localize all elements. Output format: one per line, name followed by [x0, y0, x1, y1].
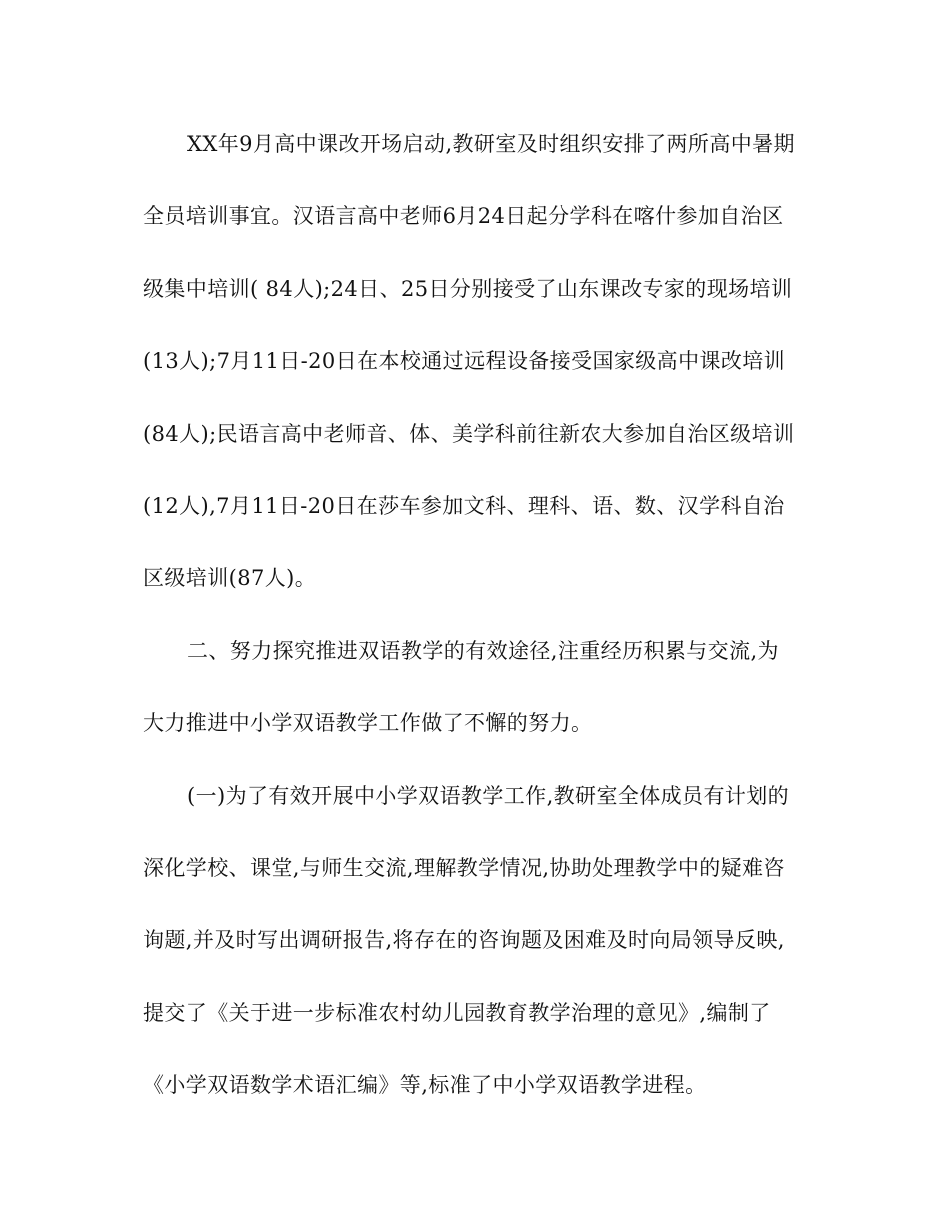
text-line: XX年9月高中课改开场启动,教研室及时组织安排了两所高中暑期: [187, 132, 795, 156]
text-line: 深化学校、课堂,与师生交流,理解教学情况,协助处理教学中的疑难咨: [143, 855, 785, 880]
subsection-line: (一)为了有效开展中小学双语教学工作,教研室全体成员有计划的: [187, 783, 790, 808]
text-line: 大力推进中小学双语教学工作做了不懈的努力。: [143, 711, 593, 736]
text-line: (12人),7月11日-20日在莎车参加文科、理科、语、数、汉学科自治: [143, 493, 785, 518]
text-line: 提交了《关于进一步标准农村幼儿园教育教学治理的意见》,编制了: [143, 1000, 771, 1025]
text-line: (84人);民语言高中老师音、体、美学科前往新农大参加自治区级培训: [143, 421, 795, 446]
text-line: 《小学双语数学术语汇编》等,标准了中小学双语教学进程。: [143, 1073, 707, 1098]
section-heading-line: 二、努力探究推进双语教学的有效途径,注重经历积累与交流,为: [187, 638, 779, 663]
text-line: 全员培训事宜。汉语言高中老师6月24日起分学科在喀什参加自治区: [143, 204, 784, 229]
text-line: 区级培训(87人)。: [143, 566, 317, 591]
text-line: (13人);7月11日-20日在本校通过远程设备接受国家级高中课改培训: [143, 349, 786, 374]
document-body: [143, 118, 811, 1131]
text-line: 询题,并及时写出调研报告,将存在的咨询题及困难及时向局领导反映,: [143, 928, 785, 953]
text-line: 级集中培训( 84人);24日、25日分别接受了山东课改专家的现场培训: [143, 276, 793, 301]
